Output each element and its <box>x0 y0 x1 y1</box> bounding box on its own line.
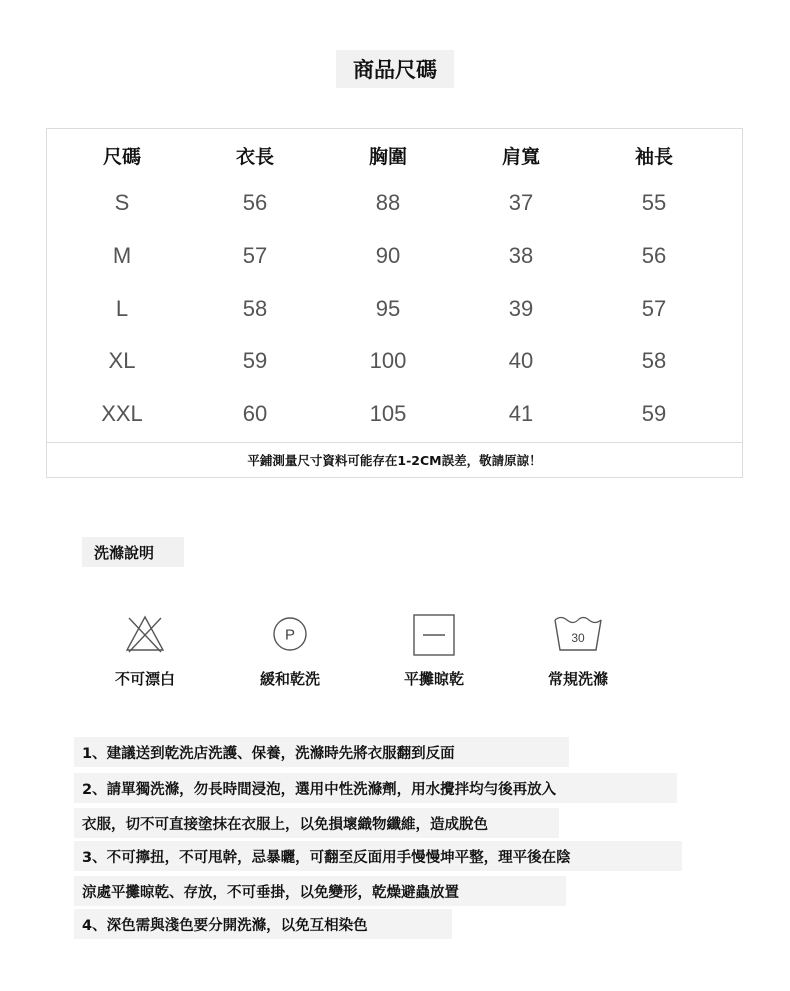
washing-title: 洗滌說明 <box>82 537 184 567</box>
table-row <box>47 394 742 434</box>
chest-cell: 90 <box>375 243 401 268</box>
shoulder-cell: 39 <box>508 296 534 321</box>
shoulder-cell: 38 <box>508 243 534 268</box>
wash-label: 常規洗滌 <box>547 670 608 688</box>
chest-cell: 88 <box>375 190 401 215</box>
wash-30-icon <box>552 612 604 656</box>
length-cell: 60 <box>242 401 268 426</box>
shoulder-cell: 37 <box>508 190 534 215</box>
chest-cell: 95 <box>375 296 401 321</box>
table-row <box>47 341 742 381</box>
length-cell: 59 <box>242 348 268 373</box>
wash-label: 緩和乾洗 <box>259 670 320 688</box>
header-size: 尺碼 <box>102 145 141 168</box>
dry-clean-symbol: P <box>284 626 296 644</box>
sleeve-cell: 55 <box>641 190 667 215</box>
wash-label: 平攤晾乾 <box>403 670 464 688</box>
length-cell: 56 <box>242 190 268 215</box>
length-cell: 57 <box>242 243 268 268</box>
header-chest: 胸圍 <box>368 145 407 168</box>
instruction-line: 4、深色需與淺色要分開洗滌，以免互相染色 <box>74 909 452 939</box>
sleeve-cell: 58 <box>641 348 667 373</box>
table-header-row <box>47 135 742 175</box>
shoulder-cell: 41 <box>508 401 534 426</box>
wash-item-dry-flat <box>364 608 504 698</box>
size-cell: L <box>115 296 129 321</box>
header-shoulder: 肩寬 <box>501 145 540 168</box>
sleeve-cell: 57 <box>641 296 667 321</box>
size-table <box>46 128 743 478</box>
dry-flat-icon <box>412 612 456 656</box>
size-cell: XL <box>108 348 136 373</box>
wash-temp-symbol: 30 <box>571 631 585 645</box>
instruction-line: 1、建議送到乾洗店洗護、保養，洗滌時先將衣服翻到反面 <box>74 737 569 767</box>
size-cell: M <box>112 243 132 268</box>
instruction-line: 涼處平攤晾乾、存放，不可垂掛，以免變形，乾燥避蟲放置 <box>74 876 566 906</box>
size-cell: XXL <box>101 401 143 426</box>
table-row <box>47 183 742 223</box>
no-bleach-icon <box>123 612 167 656</box>
sleeve-cell: 56 <box>641 243 667 268</box>
header-sleeve: 袖長 <box>634 145 673 168</box>
measurement-note: 平鋪測量尺寸資料可能存在1-2CM誤差，敬請原諒！ <box>247 453 542 468</box>
table-row <box>47 236 742 276</box>
length-cell: 58 <box>242 296 268 321</box>
chest-cell: 105 <box>369 401 407 426</box>
sleeve-cell: 59 <box>641 401 667 426</box>
wash-label: 不可漂白 <box>114 670 175 688</box>
instruction-line: 3、不可擰扭，不可甩幹，忌暴曬，可翻至反面用手慢慢坤平整，理平後在陰 <box>74 841 682 871</box>
instruction-line: 衣服，切不可直接塗抹在衣服上，以免損壞織物纖維，造成脫色 <box>74 808 559 838</box>
table-row <box>47 289 742 329</box>
page-title: 商品尺碼 <box>336 50 454 88</box>
wash-item-no-bleach <box>75 608 215 698</box>
chest-cell: 100 <box>369 348 407 373</box>
size-cell: S <box>114 190 130 215</box>
wash-item-gentle-dry-clean <box>220 608 360 698</box>
wash-item-regular-wash <box>508 608 648 698</box>
instruction-line: 2、請單獨洗滌，勿長時間浸泡，選用中性洗滌劑，用水攪拌均勻後再放入 <box>74 773 677 803</box>
header-length: 衣長 <box>235 145 274 168</box>
shoulder-cell: 40 <box>508 348 534 373</box>
gentle-dry-clean-icon <box>268 612 312 656</box>
